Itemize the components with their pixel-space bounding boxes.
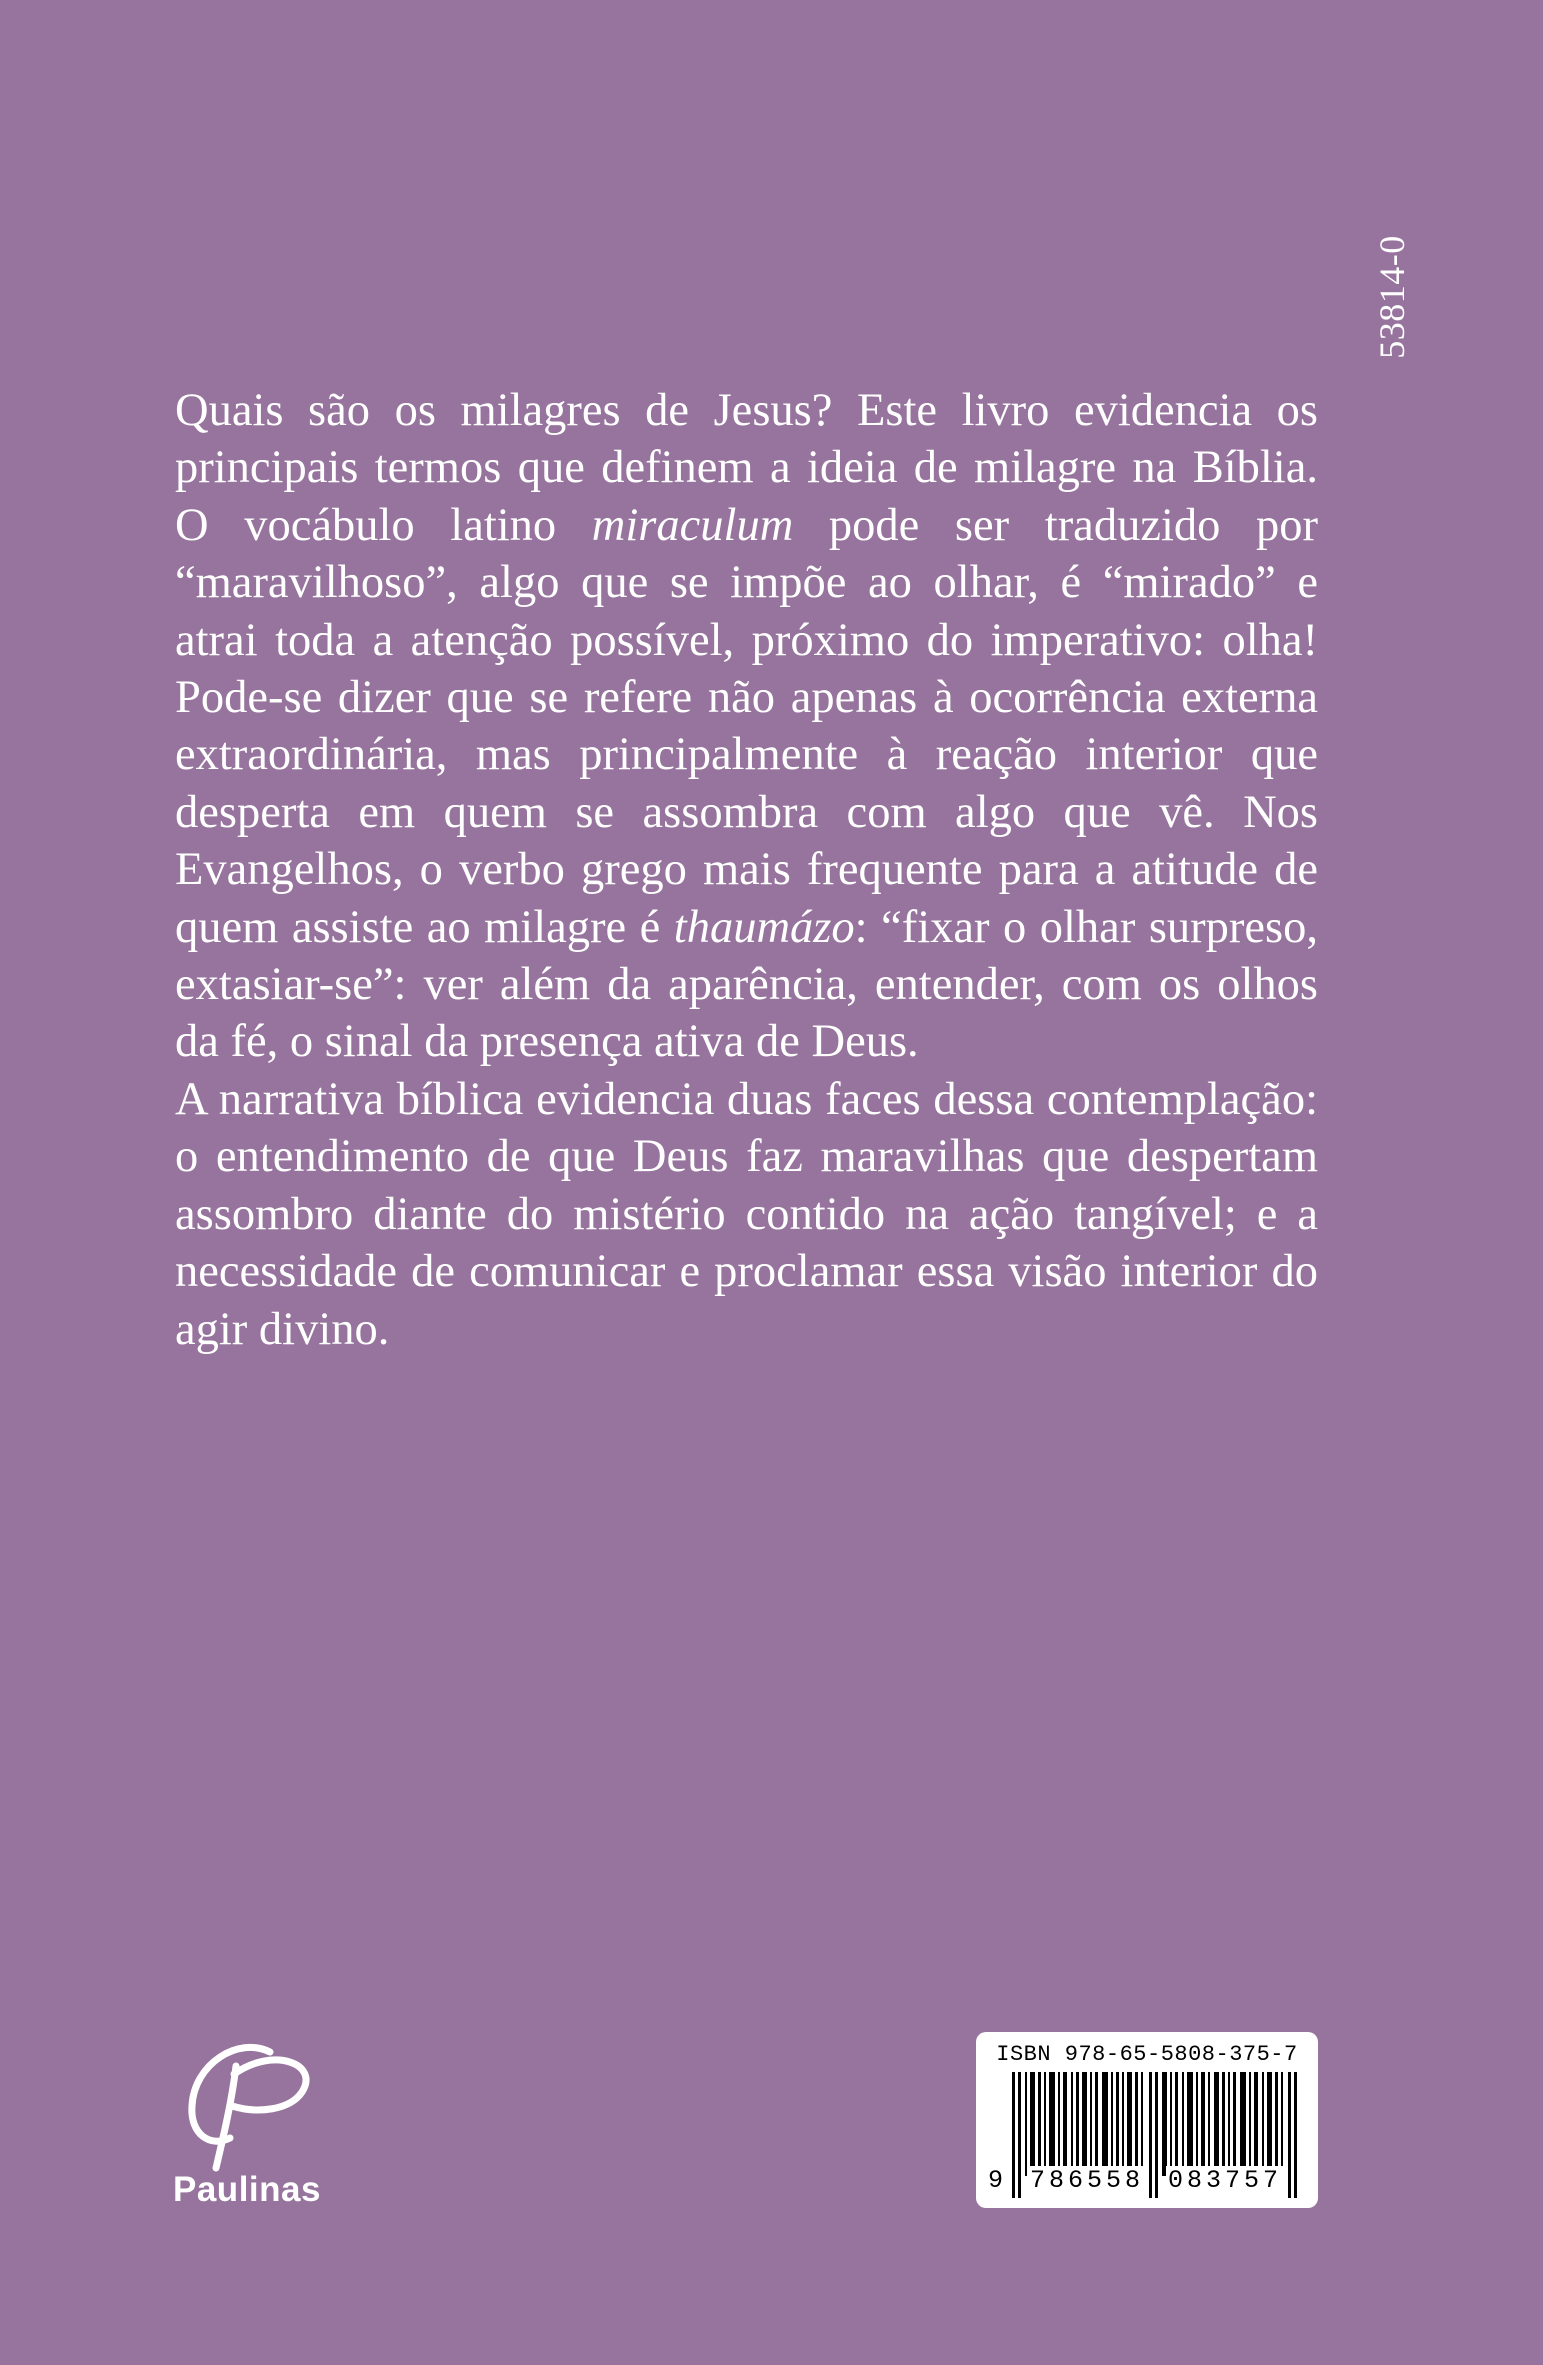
isbn-barcode	[976, 2032, 1318, 2208]
barcode-digit-group-1: 786558	[1029, 2166, 1144, 2195]
catalog-code	[1362, 232, 1422, 362]
latin-term: miraculum	[591, 499, 794, 551]
barcode-digit-lead: 9	[988, 2166, 1004, 2195]
publisher-logo	[170, 2030, 350, 2220]
catalog-code-text: 53814-0	[1372, 235, 1412, 359]
blurb-paragraph-2: A narrativa bíblica evidencia duas faces dessa contemplação: o entendimento de que Deus faz maravilhas que despertam assombro diante do mistério contido na ação tangível; e a necessidade de comunicar e proclamar essa visão interior do agir divino.	[175, 1073, 1318, 1355]
blurb-text: : “fixar o olhar surpreso, extasiar-se”: ver além da aparência, entender, com os olhos da fé, o sinal da presença ativa de Deus.	[175, 901, 1318, 1068]
back-cover-blurb	[175, 382, 1318, 1358]
barcode-digit-group-2: 083757	[1167, 2166, 1282, 2195]
publisher-name: Paulinas	[173, 2170, 321, 2209]
isbn-label: ISBN 978-65-5808-375-7	[996, 2042, 1298, 2067]
greek-term: thaumázo	[673, 901, 855, 953]
blurb-paragraph-1	[175, 382, 1318, 1071]
blurb-text: Quais são os milagres de Jesus? Este livro evidencia os principais termos que definem a ideia de milagre na Bíblia. O vocábulo latino	[175, 385, 1318, 551]
blurb-text: pode ser traduzido por “maravilhoso”, algo que se impõe ao olhar, é “mirado” e atrai toda a atenção possível, próximo do imperativo: olha! Pode-se dizer que se refere não apenas à ocorrência externa extraordinária, mas principalmente à reação interior que desperta em quem se assombra com algo que vê. Nos Evangelhos, o verbo grego mais frequente para a atitude de quem assiste ao milagre é	[175, 499, 1318, 953]
paulinas-cp-monogram-icon	[178, 2030, 328, 2180]
